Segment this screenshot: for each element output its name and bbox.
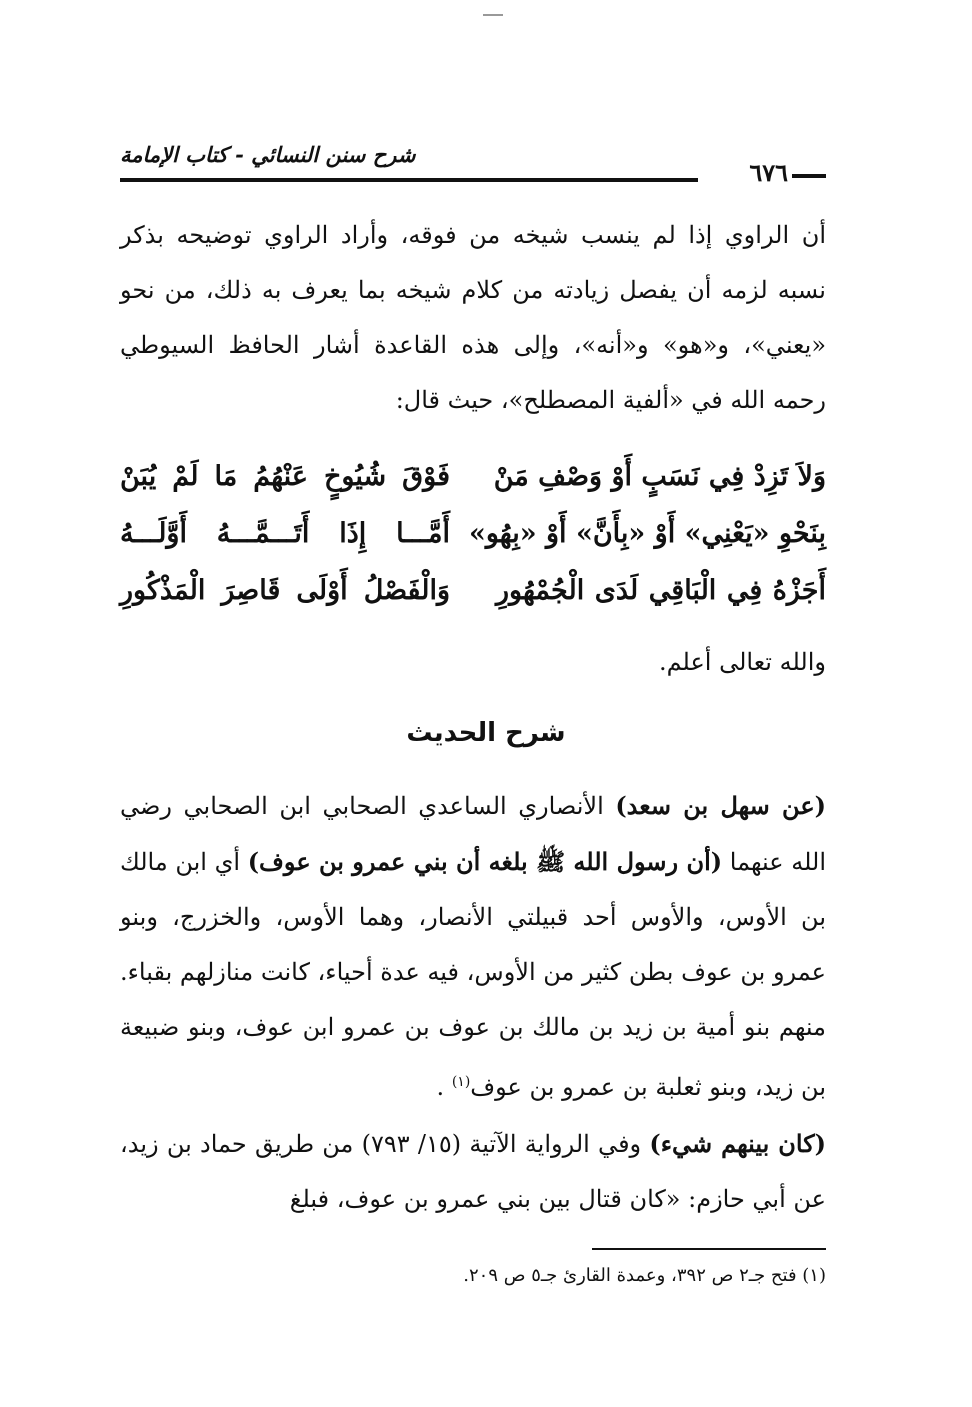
paragraph-2-text: [120, 778, 826, 1115]
poem-verse: [120, 505, 826, 562]
poem-verse: [120, 562, 826, 619]
paragraph-1-text: أن الراوي إذا لم ينسب شيخه من فوقه، وأراد الراوي توضيحه بذكر نسبه لزمه أن يفصل زيادته من كلام شيخه بما يعرف به ذلك، من نحو «يعني»، و«هو» و«أنه»، وإلى هذه القاعدة أشار الحافظ السيوطي رحمه الله في «ألفية المصطلح»، حيث قال:: [120, 221, 826, 414]
top-mark: [483, 14, 503, 16]
header-title: شرح سنن النسائي - كتاب الإمامة: [120, 142, 416, 167]
paragraph-1: [120, 208, 826, 428]
quoted-hadith-phrase: (أن رسول الله ﷺ بلغه أن بني عمرو بن عوف): [247, 847, 723, 876]
paragraph-3-text: [120, 1116, 826, 1227]
verse-left-hemistich: وَالْفَصْلُ أَوْلَى قَاصِرَ الْمَذْكُورِ: [120, 575, 450, 606]
section-title: شرح الحديث: [406, 718, 566, 748]
page-number: ٦٧٦: [749, 158, 788, 187]
verse-left-hemistich: فَوْقَ شُيُوخٍ عَنْهُمُ مَا لَمْ يُبَنْ: [120, 461, 450, 492]
commentary-text: أي ابن مالك بن الأوس، والأوس أحد قبيلتي الأنصار، وهما الأوس، والخزرج، وبنو عمرو بن عوف بطن كثير من الأوس، فيه عدة أحياء، كانت منازلهم بقباء. منهم بنو أمية بن زيد بن مالك بن عوف بن عمرو ابن عوف، وبنو ضبيعة بن زيد، وبنو ثعلبة بن عمرو بن عوف: [120, 848, 826, 1101]
quoted-hadith-phrase: (عن سهل بن سعد): [615, 791, 827, 820]
verse-right-hemistich: بِنَحْوِ «يَعْنِي» أَوْ «بِأَنَّ» أَوْ «بِهُو»: [468, 518, 826, 549]
quoted-hadith-phrase: (كان بينهم شيء): [649, 1129, 826, 1158]
poem-verse: [120, 448, 826, 505]
poem: [120, 448, 826, 619]
commentary-text: .: [436, 1073, 452, 1101]
page-number-dash: [792, 174, 826, 178]
commentary-text: الأنصاري الساعدي الصحابي ابن الصحابي رضي الله عنهما: [120, 792, 826, 876]
closing-phrase: والله تعالى أعلم.: [658, 648, 826, 676]
footnote-marker[interactable]: (١): [451, 1074, 471, 1090]
paragraph-3: [120, 1116, 826, 1227]
footnote: (١) فتح جـ٢ ص ٣٩٢، وعمدة القارئ جـ٥ ص ٢٠٩.: [463, 1265, 826, 1286]
verse-left-hemistich: أَمَّـــا إِذَا أَتَـــمَّـــهُ أَوَّلَـــهُ: [120, 518, 450, 549]
header-rule: [120, 178, 698, 182]
footnote-separator: [592, 1248, 826, 1250]
commentary-text: وفي الرواية الآتية (١٥/ ٧٩٣) من طريق حماد بن زيد، عن أبي حازم: «كان قتال بين بني عمرو بن عوف، فبلغ: [120, 1130, 826, 1213]
page-header: [120, 142, 826, 192]
paragraph-2: [120, 778, 826, 1115]
verse-right-hemistich: وَلاَ تَزِدْ فِي نَسَبٍ أَوْ وَصْفِ مَنْ: [493, 461, 826, 492]
verse-right-hemistich: أَجَزْهُ فِي الْبَاقِي لَدَى الْجُمْهُورِ: [496, 575, 826, 606]
